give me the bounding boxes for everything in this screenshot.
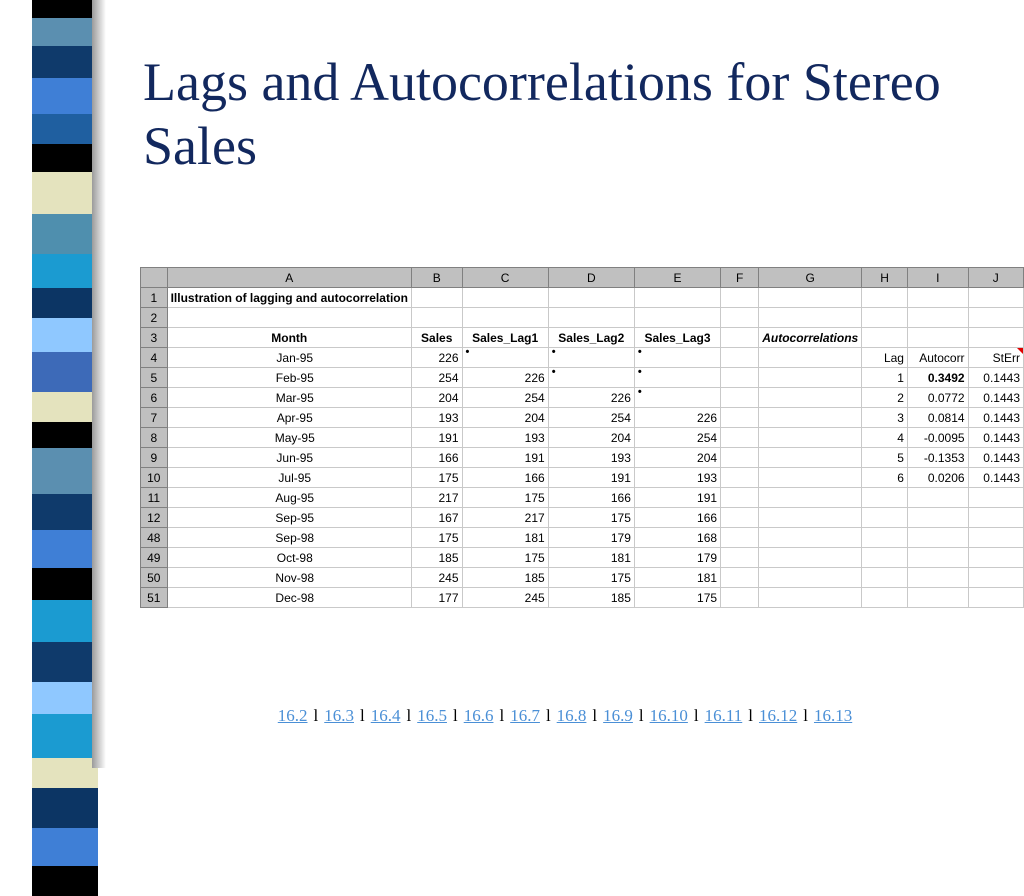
nav-separator: l <box>406 706 412 725</box>
cell-a5[interactable]: Feb-95 <box>167 368 411 388</box>
decorative-stripe <box>32 494 98 530</box>
cell-d1[interactable] <box>548 288 634 308</box>
cell-b7[interactable]: 193 <box>411 408 462 428</box>
cell-f4[interactable] <box>721 348 759 368</box>
cell-j6[interactable]: 0.1443 <box>968 388 1023 408</box>
nav-separator: l <box>452 706 458 725</box>
cell-i5[interactable]: 0.3492 <box>907 368 968 388</box>
nav-link-16-7[interactable]: 16.7 <box>510 706 540 725</box>
cell-g7[interactable] <box>759 408 862 428</box>
nav-separator: l <box>803 706 808 725</box>
decorative-stripe <box>32 642 98 682</box>
cell-j11[interactable] <box>968 488 1023 508</box>
cell-b4[interactable]: 226 <box>411 348 462 368</box>
decorative-stripe <box>32 600 98 642</box>
nav-link-16-9[interactable]: 16.9 <box>603 706 633 725</box>
cell-a8[interactable]: May-95 <box>167 428 411 448</box>
cell-c6[interactable]: 254 <box>462 388 548 408</box>
nav-link-16-3[interactable]: 16.3 <box>324 706 354 725</box>
cell-e2[interactable] <box>634 308 720 328</box>
cell-h5[interactable]: 1 <box>862 368 908 388</box>
cell-h4[interactable]: Lag <box>862 348 908 368</box>
sheet-row <box>141 368 1024 388</box>
cell-c51[interactable]: 245 <box>462 588 548 608</box>
decorative-stripe <box>32 448 98 494</box>
nav-separator: l <box>545 706 551 725</box>
cell-b9[interactable]: 166 <box>411 448 462 468</box>
nav-separator: l <box>748 706 753 725</box>
cell-j4[interactable]: StErr <box>968 348 1023 368</box>
cell-f50[interactable] <box>721 568 759 588</box>
cell-h10[interactable]: 6 <box>862 468 908 488</box>
row-header[interactable]: 2 <box>141 308 168 328</box>
decorative-stripe <box>32 144 98 172</box>
row-header[interactable]: 51 <box>141 588 168 608</box>
cell-j9[interactable]: 0.1443 <box>968 448 1023 468</box>
cell-d12[interactable]: 175 <box>548 508 634 528</box>
cell-e10[interactable]: 193 <box>634 468 720 488</box>
cell-b1[interactable] <box>411 288 462 308</box>
cell-b5[interactable]: 254 <box>411 368 462 388</box>
cell-j10[interactable]: 0.1443 <box>968 468 1023 488</box>
cell-i50[interactable] <box>907 568 968 588</box>
nav-link-16-12[interactable]: 16.12 <box>758 706 798 725</box>
column-header-c[interactable]: C <box>462 268 548 288</box>
cell-c9[interactable]: 191 <box>462 448 548 468</box>
column-header-i[interactable]: I <box>907 268 968 288</box>
cell-c50[interactable]: 185 <box>462 568 548 588</box>
cell-d48[interactable]: 179 <box>548 528 634 548</box>
cell-j48[interactable] <box>968 528 1023 548</box>
cell-h9[interactable]: 5 <box>862 448 908 468</box>
sheet-row <box>141 568 1024 588</box>
cell-i4[interactable]: Autocorr <box>907 348 968 368</box>
nav-separator: l <box>360 706 365 725</box>
cell-e3[interactable]: Sales_Lag3 <box>634 328 720 348</box>
cell-j3[interactable] <box>968 328 1023 348</box>
row-header[interactable]: 10 <box>141 468 168 488</box>
cell-g48[interactable] <box>759 528 862 548</box>
cell-g10[interactable] <box>759 468 862 488</box>
column-header-e[interactable]: E <box>634 268 720 288</box>
cell-g8[interactable] <box>759 428 862 448</box>
cell-a1[interactable]: Illustration of lagging and autocorrelation <box>167 288 411 308</box>
cell-j51[interactable] <box>968 588 1023 608</box>
decorative-stripe <box>32 422 98 448</box>
column-header-f[interactable]: F <box>721 268 759 288</box>
decorative-stripe <box>32 18 98 46</box>
sheet-row <box>141 308 1024 328</box>
column-header-row <box>141 268 1024 288</box>
cell-i9[interactable]: -0.1353 <box>907 448 968 468</box>
cell-e49[interactable]: 179 <box>634 548 720 568</box>
cell-d50[interactable]: 175 <box>548 568 634 588</box>
cell-a3[interactable]: Month <box>167 328 411 348</box>
cell-i8[interactable]: -0.0095 <box>907 428 968 448</box>
cell-f9[interactable] <box>721 448 759 468</box>
cell-g4[interactable] <box>759 348 862 368</box>
cell-c11[interactable]: 175 <box>462 488 548 508</box>
decorative-stripe <box>32 254 98 288</box>
cell-a7[interactable]: Apr-95 <box>167 408 411 428</box>
cell-c2[interactable] <box>462 308 548 328</box>
cell-b10[interactable]: 175 <box>411 468 462 488</box>
cell-i6[interactable]: 0.0772 <box>907 388 968 408</box>
nav-link-16-4[interactable]: 16.4 <box>370 706 401 725</box>
cell-i51[interactable] <box>907 588 968 608</box>
decorative-stripe <box>32 568 98 600</box>
cell-h8[interactable]: 4 <box>862 428 908 448</box>
cell-i10[interactable]: 0.0206 <box>907 468 968 488</box>
nav-link-16-5[interactable]: 16.5 <box>417 706 447 725</box>
cell-f48[interactable] <box>721 528 759 548</box>
cell-d51[interactable]: 185 <box>548 588 634 608</box>
decorative-stripe <box>32 530 98 568</box>
cell-i48[interactable] <box>907 528 968 548</box>
cell-c12[interactable]: 217 <box>462 508 548 528</box>
sheet-row <box>141 508 1024 528</box>
row-header[interactable]: 11 <box>141 488 168 508</box>
cell-f7[interactable] <box>721 408 759 428</box>
nav-link-16-11[interactable]: 16.11 <box>704 706 743 725</box>
cell-e11[interactable]: 191 <box>634 488 720 508</box>
cell-a51[interactable]: Dec-98 <box>167 588 411 608</box>
cell-g5[interactable] <box>759 368 862 388</box>
cell-h2[interactable] <box>862 308 908 328</box>
cell-h3[interactable] <box>862 328 908 348</box>
cell-e50[interactable]: 181 <box>634 568 720 588</box>
column-header-g[interactable]: G <box>759 268 862 288</box>
cell-d11[interactable]: 166 <box>548 488 634 508</box>
cell-j12[interactable] <box>968 508 1023 528</box>
cell-c4[interactable]: • <box>462 348 548 368</box>
cell-i1[interactable] <box>907 288 968 308</box>
decorative-stripe <box>32 0 98 18</box>
cell-f6[interactable] <box>721 388 759 408</box>
nav-separator: l <box>638 706 644 725</box>
cell-h11[interactable] <box>862 488 908 508</box>
cell-d49[interactable]: 181 <box>548 548 634 568</box>
cell-e51[interactable]: 175 <box>634 588 720 608</box>
cell-g2[interactable] <box>759 308 862 328</box>
sheet-row <box>141 548 1024 568</box>
cell-c49[interactable]: 175 <box>462 548 548 568</box>
cell-e1[interactable] <box>634 288 720 308</box>
row-header[interactable]: 6 <box>141 388 168 408</box>
cell-b3[interactable]: Sales <box>411 328 462 348</box>
cell-b51[interactable]: 177 <box>411 588 462 608</box>
cell-d8[interactable]: 204 <box>548 428 634 448</box>
cell-g51[interactable] <box>759 588 862 608</box>
sheet-row <box>141 588 1024 608</box>
row-header[interactable]: 7 <box>141 408 168 428</box>
sheet-row <box>141 348 1024 368</box>
cell-f11[interactable] <box>721 488 759 508</box>
decorative-stripe <box>32 114 98 144</box>
cell-d5[interactable]: • <box>548 368 634 388</box>
cell-j7[interactable]: 0.1443 <box>968 408 1023 428</box>
cell-f3[interactable] <box>721 328 759 348</box>
cell-a9[interactable]: Jun-95 <box>167 448 411 468</box>
cell-e8[interactable]: 254 <box>634 428 720 448</box>
cell-c48[interactable]: 181 <box>462 528 548 548</box>
cell-e48[interactable]: 168 <box>634 528 720 548</box>
cell-d4[interactable]: • <box>548 348 634 368</box>
cell-b8[interactable]: 191 <box>411 428 462 448</box>
cell-b12[interactable]: 167 <box>411 508 462 528</box>
cell-e5[interactable]: • <box>634 368 720 388</box>
cell-b50[interactable]: 245 <box>411 568 462 588</box>
row-header[interactable]: 48 <box>141 528 168 548</box>
cell-j49[interactable] <box>968 548 1023 568</box>
cell-a2[interactable] <box>167 308 411 328</box>
cell-j5[interactable]: 0.1443 <box>968 368 1023 388</box>
sheet-row <box>141 288 1024 308</box>
decorative-stripe <box>32 214 98 254</box>
cell-i11[interactable] <box>907 488 968 508</box>
cell-h49[interactable] <box>862 548 908 568</box>
cell-i7[interactable]: 0.0814 <box>907 408 968 428</box>
cell-e7[interactable]: 226 <box>634 408 720 428</box>
cell-j50[interactable] <box>968 568 1023 588</box>
nav-link-16-13[interactable]: 16.13 <box>813 706 853 725</box>
cell-f12[interactable] <box>721 508 759 528</box>
decorative-stripe <box>32 828 98 866</box>
sheet-row <box>141 488 1024 508</box>
sheet-row <box>141 468 1024 488</box>
sheet-row <box>141 408 1024 428</box>
cell-c3[interactable]: Sales_Lag1 <box>462 328 548 348</box>
nav-separator: l <box>693 706 699 725</box>
cell-j1[interactable] <box>968 288 1023 308</box>
cell-h7[interactable]: 3 <box>862 408 908 428</box>
cell-e4[interactable]: • <box>634 348 720 368</box>
decorative-stripe <box>32 78 98 114</box>
cell-g6[interactable] <box>759 388 862 408</box>
column-header-a[interactable]: A <box>167 268 411 288</box>
decorative-stripe <box>32 788 98 828</box>
decorative-stripe <box>32 172 98 214</box>
cell-b49[interactable]: 185 <box>411 548 462 568</box>
cell-b48[interactable]: 175 <box>411 528 462 548</box>
cell-j8[interactable]: 0.1443 <box>968 428 1023 448</box>
decorative-stripe <box>32 392 98 422</box>
cell-h50[interactable] <box>862 568 908 588</box>
nav-link-16-2[interactable]: 16.2 <box>277 706 308 725</box>
column-header-j[interactable]: J <box>968 268 1023 288</box>
sheet-row <box>141 428 1024 448</box>
cell-a49[interactable]: Oct-98 <box>167 548 411 568</box>
select-all-corner[interactable] <box>141 268 168 288</box>
cell-c8[interactable]: 193 <box>462 428 548 448</box>
cell-a50[interactable]: Nov-98 <box>167 568 411 588</box>
sheet-row <box>141 528 1024 548</box>
cell-c5[interactable]: 226 <box>462 368 548 388</box>
stripe-bar-shadow <box>92 0 106 768</box>
cell-f5[interactable] <box>721 368 759 388</box>
cell-f10[interactable] <box>721 468 759 488</box>
cell-j2[interactable] <box>968 308 1023 328</box>
cell-a48[interactable]: Sep-98 <box>167 528 411 548</box>
cell-d6[interactable]: 226 <box>548 388 634 408</box>
cell-h48[interactable] <box>862 528 908 548</box>
cell-a10[interactable]: Jul-95 <box>167 468 411 488</box>
cell-f49[interactable] <box>721 548 759 568</box>
cell-b2[interactable] <box>411 308 462 328</box>
cell-g3[interactable]: Autocorrelations <box>759 328 862 348</box>
cell-h51[interactable] <box>862 588 908 608</box>
sheet-row <box>141 388 1024 408</box>
cell-a11[interactable]: Aug-95 <box>167 488 411 508</box>
cell-h6[interactable]: 2 <box>862 388 908 408</box>
column-header-h[interactable]: H <box>862 268 908 288</box>
cell-d9[interactable]: 193 <box>548 448 634 468</box>
column-header-d[interactable]: D <box>548 268 634 288</box>
row-header[interactable]: 3 <box>141 328 168 348</box>
slide-title: Lags and Autocorrelations for Stereo Sales <box>143 52 941 176</box>
cell-e12[interactable]: 166 <box>634 508 720 528</box>
nav-separator: l <box>592 706 598 725</box>
cell-f2[interactable] <box>721 308 759 328</box>
nav-separator: l <box>313 706 319 725</box>
row-header[interactable]: 49 <box>141 548 168 568</box>
cell-d3[interactable]: Sales_Lag2 <box>548 328 634 348</box>
nav-link-16-10[interactable]: 16.10 <box>649 706 688 725</box>
cell-d10[interactable]: 191 <box>548 468 634 488</box>
decorative-stripe <box>32 758 98 788</box>
cell-h12[interactable] <box>862 508 908 528</box>
decorative-stripe <box>32 288 98 318</box>
cell-d2[interactable] <box>548 308 634 328</box>
cell-g50[interactable] <box>759 568 862 588</box>
spreadsheet <box>140 267 1024 608</box>
cell-e6[interactable]: • <box>634 388 720 408</box>
decorative-stripe <box>32 866 98 896</box>
row-header[interactable]: 12 <box>141 508 168 528</box>
sheet-row <box>141 448 1024 468</box>
nav-link-16-8[interactable]: 16.8 <box>556 706 587 725</box>
cell-b11[interactable]: 217 <box>411 488 462 508</box>
cell-c1[interactable] <box>462 288 548 308</box>
cell-g1[interactable] <box>759 288 862 308</box>
cell-i2[interactable] <box>907 308 968 328</box>
nav-separator: l <box>499 706 505 725</box>
cell-b6[interactable]: 204 <box>411 388 462 408</box>
row-header[interactable]: 1 <box>141 288 168 308</box>
cell-g12[interactable] <box>759 508 862 528</box>
cell-g11[interactable] <box>759 488 862 508</box>
cell-f1[interactable] <box>721 288 759 308</box>
slide-navigation <box>0 706 1024 726</box>
cell-e9[interactable]: 204 <box>634 448 720 468</box>
cell-g49[interactable] <box>759 548 862 568</box>
row-header[interactable]: 9 <box>141 448 168 468</box>
sheet-row <box>141 328 1024 348</box>
cell-a4[interactable]: Jan-95 <box>167 348 411 368</box>
cell-c10[interactable]: 166 <box>462 468 548 488</box>
decorative-stripe <box>32 352 98 392</box>
cell-i12[interactable] <box>907 508 968 528</box>
row-header[interactable]: 8 <box>141 428 168 448</box>
cell-f51[interactable] <box>721 588 759 608</box>
cell-i3[interactable] <box>907 328 968 348</box>
cell-f8[interactable] <box>721 428 759 448</box>
cell-g9[interactable] <box>759 448 862 468</box>
cell-h1[interactable] <box>862 288 908 308</box>
cell-i49[interactable] <box>907 548 968 568</box>
cell-c7[interactable]: 204 <box>462 408 548 428</box>
column-header-b[interactable]: B <box>411 268 462 288</box>
row-header[interactable]: 5 <box>141 368 168 388</box>
decorative-stripe <box>32 318 98 352</box>
cell-a6[interactable]: Mar-95 <box>167 388 411 408</box>
cell-d7[interactable]: 254 <box>548 408 634 428</box>
row-header[interactable]: 4 <box>141 348 168 368</box>
decorative-stripe <box>32 46 98 78</box>
nav-link-16-6[interactable]: 16.6 <box>463 706 494 725</box>
row-header[interactable]: 50 <box>141 568 168 588</box>
decorative-stripe-bar <box>32 0 100 768</box>
cell-a12[interactable]: Sep-95 <box>167 508 411 528</box>
